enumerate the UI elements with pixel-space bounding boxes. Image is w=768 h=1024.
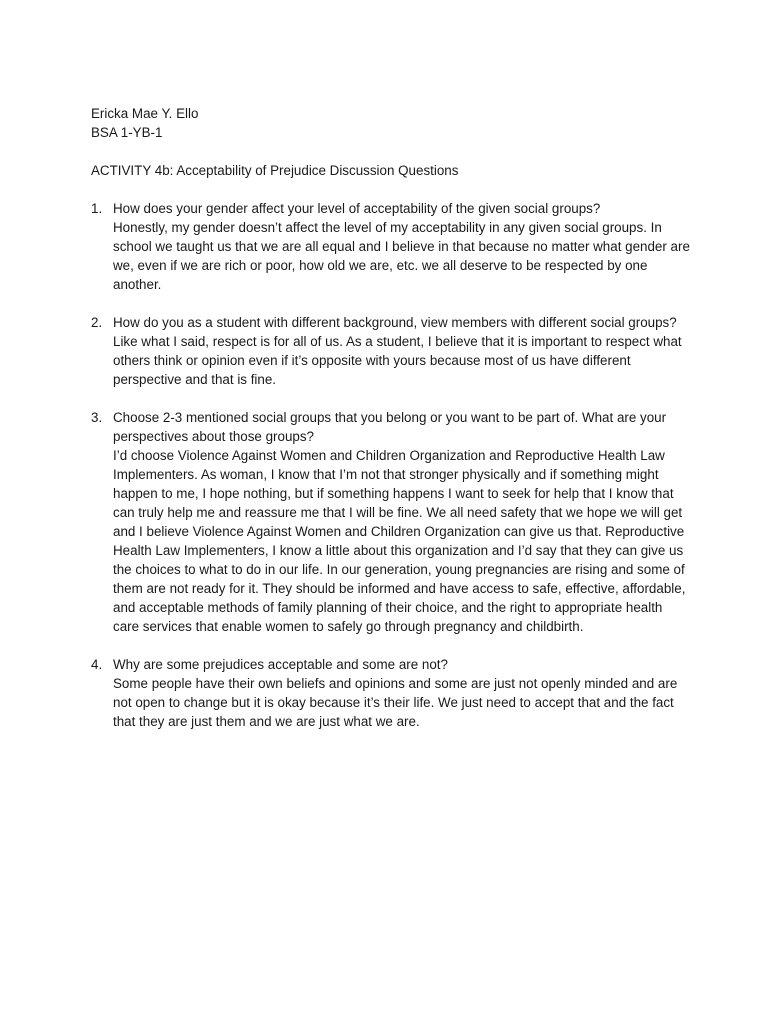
section-code: BSA 1-YB-1 (91, 125, 163, 140)
question-number: 1. (91, 201, 103, 216)
answer-text: Like what I said, respect is for all of us. As a student, I believe that it is important to respect what others think or opinion even if it’s opposite with yours because most of us have different perspective and that is fine. (113, 334, 682, 387)
list-item (91, 408, 691, 636)
spacer (91, 142, 691, 161)
question-number: 3. (91, 410, 103, 425)
question-list (91, 199, 691, 731)
list-item (91, 655, 691, 731)
question-text: Why are some prejudices acceptable and some are not? (113, 657, 448, 672)
question-number: 2. (91, 315, 103, 330)
question-number: 4. (91, 657, 103, 672)
spacer (91, 180, 691, 199)
document-body (91, 104, 691, 750)
activity-title: ACTIVITY 4b: Acceptability of Prejudice Discussion Questions (91, 163, 459, 178)
author-name: Ericka Mae Y. Ello (91, 106, 199, 121)
question-text: Choose 2-3 mentioned social groups that you belong or you want to be part of. What are your perspectives about those groups? (113, 410, 667, 444)
answer-text: Some people have their own beliefs and opinions and some are just not openly minded and are not open to change but it is okay because it’s their life. We just need to accept that and the fact that they are just them and we are just what we are. (113, 676, 678, 729)
question-text: How does your gender affect your level of acceptability of the given social groups? (113, 201, 601, 216)
question-text: How do you as a student with different background, view members with different social groups? (113, 315, 677, 330)
list-item (91, 199, 691, 294)
answer-text: I’d choose Violence Against Women and Children Organization and Reproductive Health Law Implementers. As woman, I know that I’m not that stronger physically and if something might happen to me, I hope nothing, but if something happens I want to seek for help that I know that can truly help me and reassure me that I will be fine. We all need safety that we hope we will get and I believe Violence Against Women and Children Organization can give us that. Reproductive Health Law Implementers, I know a little about this organization and I’d say that they can give us the choices to what to do in our life. In our generation, young pregnancies are rising and some of them are not ready for it. They should be informed and have access to safe, effective, affordable, and acceptable methods of family planning of their choice, and the right to appropriate health care services that enable women to safely go through pregnancy and childbirth. (113, 448, 686, 634)
list-item (91, 313, 691, 389)
answer-text: Honestly, my gender doesn’t affect the level of my acceptability in any given social groups. In school we taught us that we are all equal and I believe in that because no matter what gender are we, even if we are rich or poor, how old we are, etc. we all deserve to be respected by one another. (113, 220, 690, 292)
